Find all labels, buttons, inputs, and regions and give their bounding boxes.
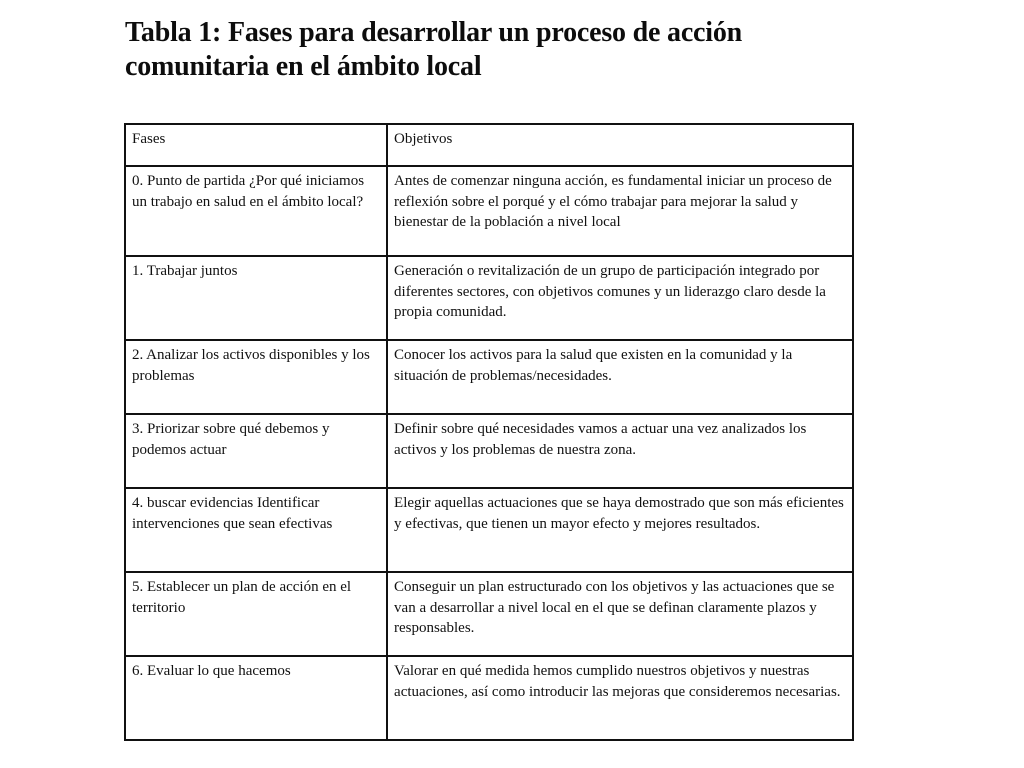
table-row	[125, 340, 853, 414]
table-row	[125, 256, 853, 340]
objetivo-cell: Valorar en qué medida hemos cumplido nuestros objetivos y nuestras actuaciones, así como introducir las mejoras que consideremos necesarias.	[387, 656, 853, 740]
table-row	[125, 656, 853, 740]
header-cell-fases: Fases	[125, 124, 387, 166]
table-row	[125, 166, 853, 256]
fase-cell: 2. Analizar los activos disponibles y los problemas	[125, 340, 387, 414]
document-title: Tabla 1: Fases para desarrollar un proceso de acción comunitaria en el ámbito local	[125, 17, 743, 82]
objetivo-cell: Conseguir un plan estructurado con los objetivos y las actuaciones que se van a desarrollar a nivel local en el que se definan claramente plazos y responsables.	[387, 572, 853, 656]
fase-cell: 4. buscar evidencias Identificar intervenciones que sean efectivas	[125, 488, 387, 572]
objetivo-cell: Generación o revitalización de un grupo de participación integrado por diferentes sectores, con objetivos comunes y un liderazgo claro desde la propia comunidad.	[387, 256, 853, 340]
objetivo-cell: Definir sobre qué necesidades vamos a actuar una vez analizados los activos y los problemas de nuestra zona.	[387, 414, 853, 488]
fase-cell: 6. Evaluar lo que hacemos	[125, 656, 387, 740]
table-row	[125, 572, 853, 656]
fase-cell: 3. Priorizar sobre qué debemos y podemos actuar	[125, 414, 387, 488]
objetivo-cell: Antes de comenzar ninguna acción, es fundamental iniciar un proceso de reflexión sobre el porqué y el cómo trabajar para mejorar la salud y bienestar de la población a nivel local	[387, 166, 853, 256]
table-row	[125, 414, 853, 488]
fase-cell: 1. Trabajar juntos	[125, 256, 387, 340]
objetivo-cell: Elegir aquellas actuaciones que se haya demostrado que son más eficientes y efectivas, que tienen un mayor efecto y mejores resultados.	[387, 488, 853, 572]
phases-table	[124, 123, 854, 741]
table-row	[125, 488, 853, 572]
fase-cell: 0. Punto de partida ¿Por qué iniciamos un trabajo en salud en el ámbito local?	[125, 166, 387, 256]
objetivo-cell: Conocer los activos para la salud que existen en la comunidad y la situación de problemas/necesidades.	[387, 340, 853, 414]
fase-cell: 5. Establecer un plan de acción en el territorio	[125, 572, 387, 656]
table-header-row	[125, 124, 853, 166]
header-cell-objetivos: Objetivos	[387, 124, 853, 166]
